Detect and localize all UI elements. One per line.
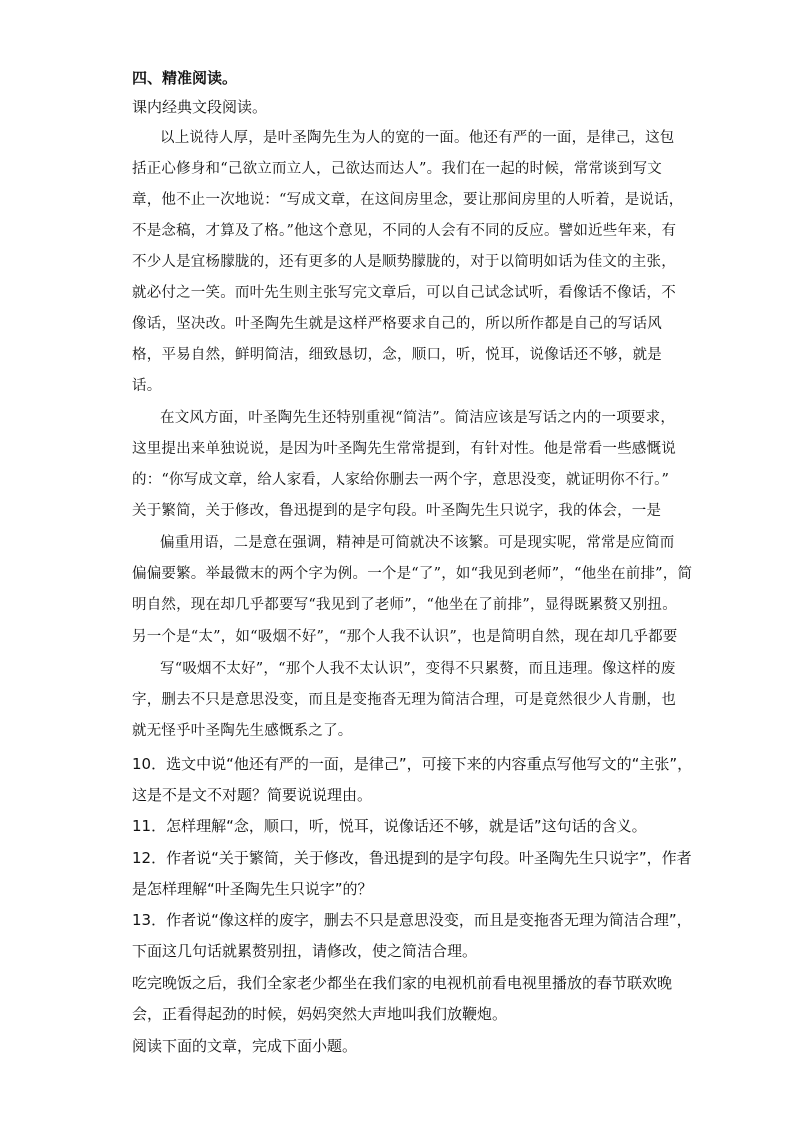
passage-line: 另一个是“太”，如“吸烟不好”，“那个人我不认识”，也是简明自然，现在却几乎都要 bbox=[132, 629, 678, 645]
question-line: 12．作者说“关于繁简，关于修改，鲁迅提到的是字句段。叶圣陶先生只说字”，作者 bbox=[132, 849, 692, 867]
question-line: 13．作者说“像这样的废字，删去不只是意思没变，而且是变拖沓无理为简洁合理”， bbox=[132, 911, 692, 929]
passage-line: 字，删去不只是意思没变，而且是变拖沓无理为简洁合理，可是竟然很少人肯删，也 bbox=[132, 692, 676, 708]
passage-line: 这里提出来单独说说，是因为叶圣陶先生常常提到，有针对性。他是常看一些感慨说 bbox=[132, 441, 676, 457]
passage-line: 偏偏要繁。举最微末的两个字为例。一个是“了”，如“我见到老师”，“他坐在前排”，简 bbox=[132, 566, 693, 582]
section-title: 四、精准阅读。 bbox=[132, 69, 238, 87]
passage-line: 写“吸烟不太好”，“那个人我不太认识”，变得不只累赘，而且违理。像这样的废 bbox=[160, 661, 676, 677]
passage-line: 不是念稿，才算及了格。”他这个意见，不同的人会有不同的反应。譬如近些年来，有 bbox=[132, 223, 677, 239]
passage-line: 的：“你写成文章，给人家看，人家给你删去一两个字，意思没变，就证明你不行。” bbox=[132, 472, 670, 488]
passage-line: 明自然，现在却几乎都要写“我见到了老师”，“他坐在了前排”，显得既累赘又别扭。 bbox=[132, 597, 677, 613]
passage-line: 格，平易自然，鲜明简洁，细致恳切，念，顺口，听，悦耳，说像话还不够，就是 bbox=[132, 347, 662, 363]
exercise-line: 会，正看得起劲的时候，妈妈突然大声地叫我们放鞭炮。 bbox=[132, 1005, 508, 1023]
question-line: 这是不是文不对题？简要说说理由。 bbox=[132, 786, 373, 804]
question-line: 是怎样理解“叶圣陶先生只说字”的？ bbox=[132, 880, 373, 898]
passage-line: 像话，坚决改。叶圣陶先生就是这样严格要求自己的，所以所作都是自己的写话风 bbox=[132, 316, 662, 332]
passage-line: 偏重用语，二是意在强调，精神是可简就决不该繁。可是现实呢，常常是应简而 bbox=[160, 535, 675, 551]
passage-line: 就无怪乎叶圣陶先生感慨系之了。 bbox=[132, 723, 353, 739]
question-line: 10．选文中说“他还有严的一面，是律己”，可接下来的内容重点写他写文的“主张”， bbox=[132, 755, 693, 773]
passage-line: 话。 bbox=[132, 378, 162, 394]
passage-line: 章，他不止一次地说：“写成文章，在这间房里念，要让那间房里的人听着，是说话， bbox=[132, 192, 684, 208]
question-line: 下面这几句话就累赘别扭，请修改，使之简洁合理。 bbox=[132, 942, 478, 960]
passage-line: 就必付之一笑。而叶先生则主张写完文章后，可以自己试念试听，看像话不像话，不 bbox=[132, 285, 676, 301]
question-line: 11．怎样理解“念，顺口，听，悦耳，说像话还不够，就是话”这句话的含义。 bbox=[132, 817, 647, 835]
passage-line: 不少人是宜杨朦胧的，还有更多的人是顺势朦胧的，对于以简明如话为佳文的主张， bbox=[132, 254, 676, 270]
exercise-line: 吃完晚饭之后，我们全家老少都坐在我们家的电视机前看电视里播放的春节联欢晚 bbox=[132, 974, 673, 992]
passage-line: 括正心修身和“己欲立而立人，己欲达而达人”。我们在一起的时候，常常谈到写文 bbox=[132, 161, 662, 177]
passage-line: 关于繁简，关于修改，鲁迅提到的是字句段。叶圣陶先生只说字，我的体会，一是 bbox=[132, 503, 662, 519]
passage-line: 在文风方面，叶圣陶先生还特别重视“简洁”。简洁应该是写话之内的一项要求， bbox=[160, 410, 676, 426]
next-instruction: 阅读下面的文章，完成下面小题。 bbox=[132, 1037, 358, 1055]
passage-line: 以上说待人厚，是叶圣陶先生为人的宽的一面。他还有严的一面，是律己，这包 bbox=[160, 130, 675, 146]
subtitle: 课内经典文段阅读。 bbox=[132, 98, 268, 116]
